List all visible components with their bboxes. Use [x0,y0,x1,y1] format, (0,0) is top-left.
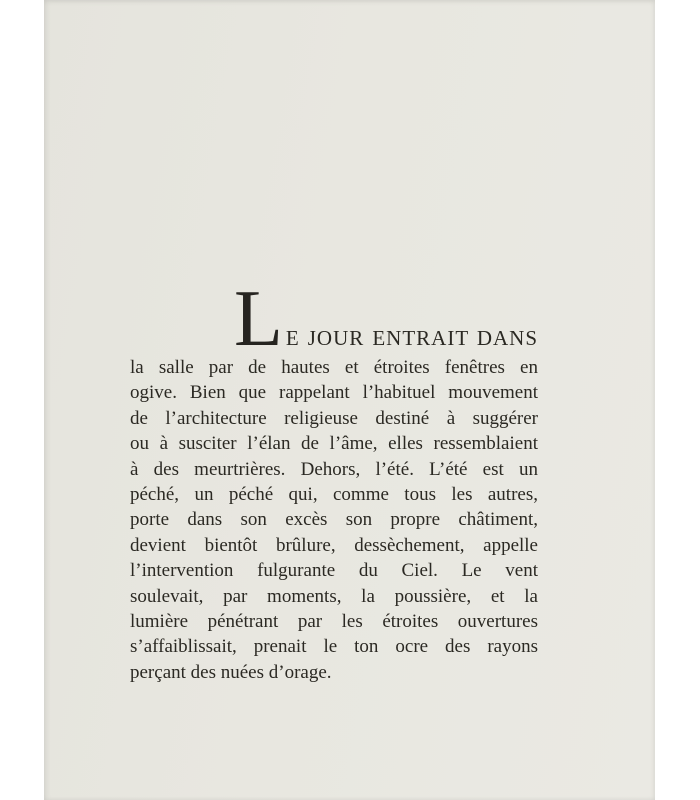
opening-caps-text: E JOUR ENTRAIT DANS [285,326,538,350]
book-page [44,0,655,800]
text-block [130,275,538,685]
text-line: péché, un péché qui, comme tous les autres, [130,484,538,506]
text-line: de l’architecture religieuse destiné à suggérer [130,407,538,429]
text-line: devient bientôt brûlure, dessèchement, appelle [130,534,538,556]
text-line: à des meurtrières. Dehors, l’été. L’été est un [130,458,538,480]
body-lines [130,355,538,685]
text-line: ou à susciter l’élan de l’âme, elles ressemblaient [130,433,538,455]
text-line: porte dans son excès son propre châtiment, [130,509,538,531]
opening-line [130,275,538,363]
text-line: soulevait, par moments, la poussière, et la [130,585,538,607]
text-line: ogive. Bien que rappelant l’habituel mouvement [130,382,538,404]
text-line: l’intervention fulgurante du Ciel. Le vent [130,560,538,582]
text-line: la salle par de hautes et étroites fenêtres en [130,357,538,378]
text-line: perçant des nuées d’orage. [130,661,332,683]
text-line: s’affaiblissait, prenait le ton ocre des rayons [130,636,538,658]
text-line: lumière pénétrant par les étroites ouvertures [130,611,538,633]
dropcap-letter: L [234,275,283,363]
